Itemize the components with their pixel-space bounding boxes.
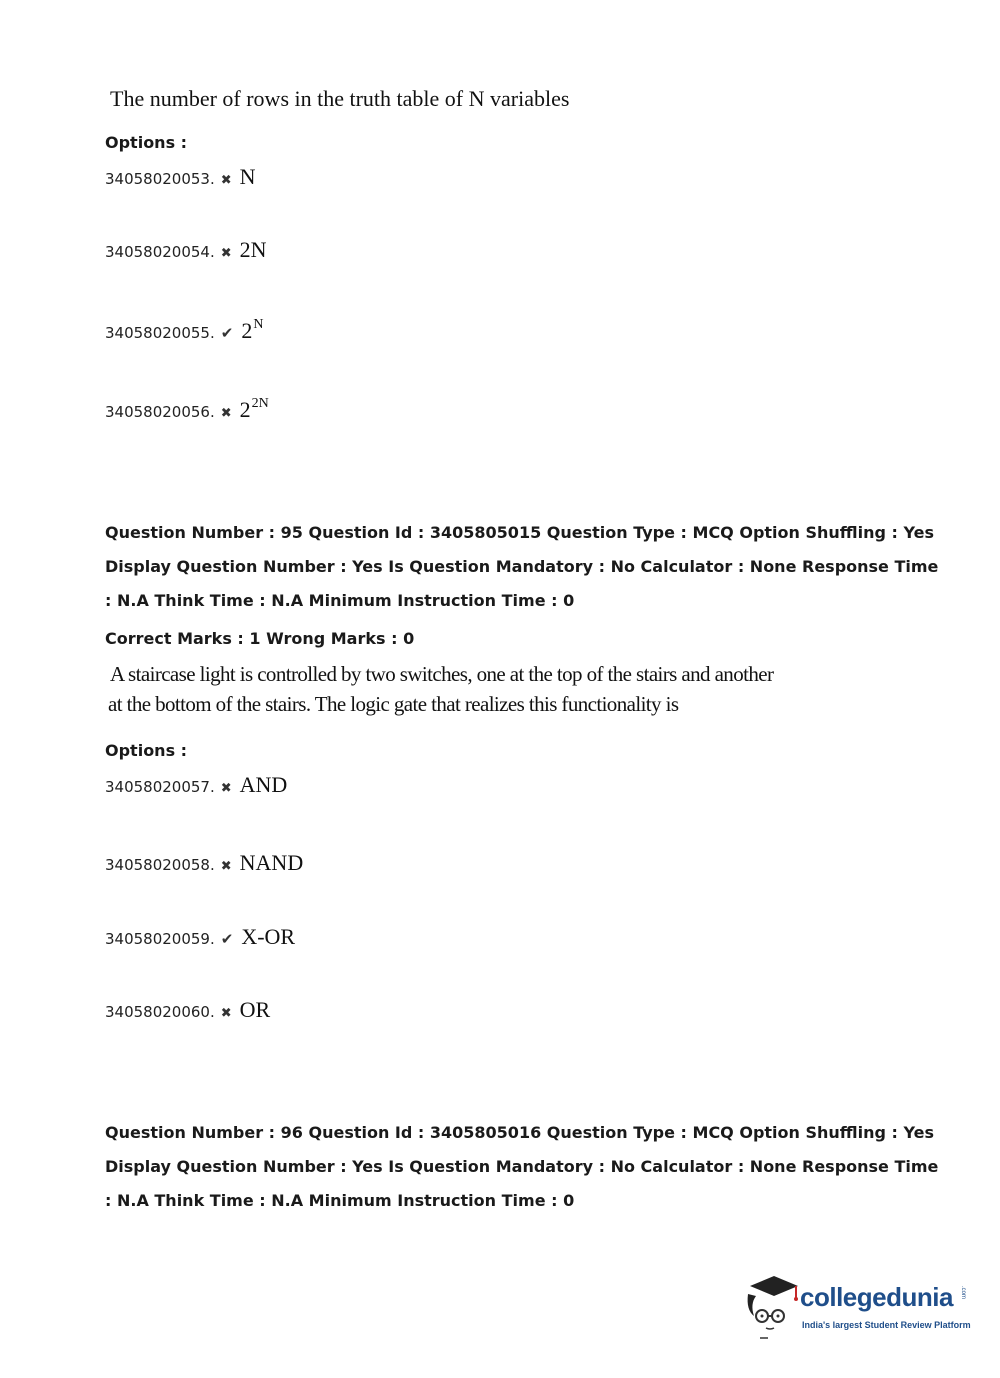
- logo-tagline: India's largest Student Review Platform: [802, 1320, 971, 1330]
- question-meta-line: Question Number : 95 Question Id : 3405805015 Question Type : MCQ Option Shuffling : Yes: [105, 523, 935, 542]
- wrong-mark-icon: ✖: [220, 406, 232, 421]
- option-row: [105, 318, 263, 344]
- question-meta-line: Display Question Number : Yes Is Question Mandatory : No Calculator : None Response Time: [105, 1157, 939, 1176]
- option-row: [105, 924, 295, 950]
- option-id: 34058020060.: [105, 1003, 215, 1021]
- option-id: 34058020054.: [105, 243, 215, 261]
- option-id: 34058020058.: [105, 856, 215, 874]
- wrong-mark-icon: ✖: [220, 1006, 232, 1021]
- option-row: [105, 164, 256, 190]
- option-row: [105, 850, 303, 876]
- option-text: $2^N$: [241, 316, 264, 343]
- wrong-mark-icon: ✖: [220, 781, 232, 796]
- collegedunia-logo: [742, 1272, 972, 1340]
- options-label: Options :: [105, 741, 188, 760]
- option-text: 2N: [239, 237, 267, 262]
- marks-line: Correct Marks : 1 Wrong Marks : 0: [105, 629, 415, 648]
- mascot-icon: [742, 1272, 802, 1340]
- question-meta-line: : N.A Think Time : N.A Minimum Instruction Time : 0: [105, 591, 575, 610]
- options-label: Options :: [105, 133, 188, 152]
- option-row: [105, 237, 267, 263]
- option-id: 34058020053.: [105, 170, 215, 188]
- option-text: N: [239, 164, 256, 189]
- wrong-mark-icon: ✖: [220, 859, 232, 874]
- question-meta-line: : N.A Think Time : N.A Minimum Instruction Time : 0: [105, 1191, 575, 1210]
- option-row: [105, 397, 269, 423]
- question-text-line: at the bottom of the stairs. The logic gate that realizes this functionality is: [108, 692, 679, 716]
- question-meta-line: Display Question Number : Yes Is Question Mandatory : No Calculator : None Response Time: [105, 557, 939, 576]
- wrong-mark-icon: ✖: [220, 173, 232, 188]
- check-mark-icon: ✔: [220, 930, 234, 948]
- check-mark-icon: ✔: [220, 324, 234, 342]
- option-text: OR: [239, 997, 271, 1022]
- question-meta-line: Question Number : 96 Question Id : 3405805016 Question Type : MCQ Option Shuffling : Yes: [105, 1123, 935, 1142]
- logo-wordmark: collegedunia: [800, 1282, 953, 1312]
- option-id: 34058020059.: [105, 930, 215, 948]
- option-id: 34058020057.: [105, 778, 215, 796]
- option-text: AND: [239, 772, 288, 797]
- option-text: NAND: [239, 850, 304, 875]
- option-id: 34058020055.: [105, 324, 215, 342]
- wrong-mark-icon: ✖: [220, 246, 232, 261]
- option-id: 34058020056.: [105, 403, 215, 421]
- option-row: [105, 997, 270, 1023]
- question-text-line: A staircase light is controlled by two switches, one at the top of the stairs and another: [110, 662, 774, 686]
- option-text: X-OR: [241, 924, 296, 949]
- logo-suffix: .com: [960, 1286, 966, 1300]
- question-text: The number of rows in the truth table of N variables: [110, 86, 570, 111]
- option-text: $2^{2N}$: [239, 395, 269, 422]
- option-row: [105, 772, 287, 798]
